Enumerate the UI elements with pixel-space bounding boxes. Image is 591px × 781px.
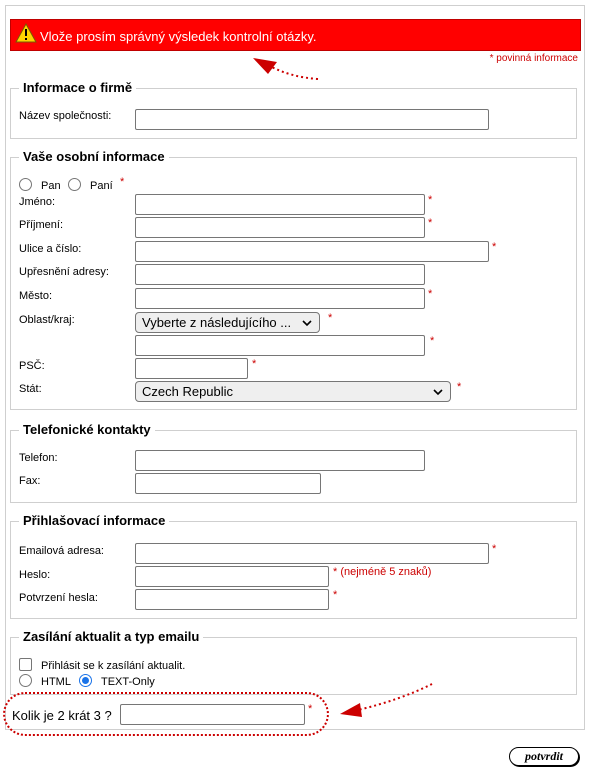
required-note: * povinná informace [489,53,578,64]
fax-input[interactable] [135,473,321,494]
region-other-input[interactable] [135,335,425,356]
subscribe-checkbox[interactable] [19,658,32,671]
confirm-password-required-mark: * [333,589,338,601]
password-input[interactable] [135,566,329,587]
street-required-mark: * [492,241,497,253]
salutation-mr-radio[interactable] [19,178,32,191]
submit-button[interactable]: potvrdit [509,747,579,766]
last-name-input[interactable] [135,217,425,238]
salutation-required-mark: * [120,176,125,188]
first-name-input[interactable] [135,194,425,215]
salutation-mrs-radio[interactable] [68,178,81,191]
confirm-password-input[interactable] [135,589,329,610]
newsletter-legend: Zasílání aktualit a typ emailu [19,629,203,644]
country-select[interactable] [135,381,451,402]
email-label: Emailová adresa: [19,545,104,557]
salutation-mrs-label: Paní [90,180,113,192]
format-html-radio[interactable] [19,674,32,687]
company-name-input[interactable] [135,109,489,130]
confirm-password-label: Potvrzení hesla: [19,592,98,604]
login-legend: Přihlašovací informace [19,513,169,528]
error-message: Vlože prosím správný výsledek kontrolní otázky. [40,29,317,44]
zip-required-mark: * [252,358,257,370]
salutation-mr-label: Pan [41,180,61,192]
first-name-label: Jméno: [19,196,56,208]
address-detail-label: Upřesnění adresy: [19,266,109,278]
captcha-required-mark: * [308,703,313,715]
warning-icon [15,23,37,43]
country-label: Stát: [19,383,42,395]
format-text-label: TEXT-Only [101,676,155,688]
street-label: Ulice a číslo: [19,243,82,255]
first-name-required-mark: * [428,194,433,206]
city-required-mark: * [428,288,433,300]
personal-legend: Vaše osobní informace [19,149,169,164]
last-name-required-mark: * [428,217,433,229]
subscribe-label: Přihlásit se k zasílání aktualit. [41,660,186,672]
city-label: Město: [19,290,53,302]
region-required-mark: * [328,312,333,324]
region-label: Oblast/kraj: [19,314,75,326]
error-banner [10,19,581,51]
phone-legend: Telefonické kontakty [19,422,155,437]
format-html-label: HTML [41,676,71,688]
fax-label: Fax: [19,475,41,487]
region-other-required-mark: * [430,335,435,347]
region-selected-value: Vyberte z následujícího ... [142,315,292,330]
region-select[interactable] [135,312,320,333]
company-name-label: Název společnosti: [19,110,112,122]
street-input[interactable] [135,241,489,262]
phone-input[interactable] [135,450,425,471]
last-name-label: Příjmení: [19,219,64,231]
chevron-down-icon [301,317,313,329]
city-input[interactable] [135,288,425,309]
company-legend: Informace o firmě [19,80,136,95]
email-input[interactable] [135,543,489,564]
zip-input[interactable] [135,358,248,379]
captcha-question: Kolik je 2 krát 3 ? [12,708,112,723]
captcha-input[interactable] [120,704,305,725]
country-selected-value: Czech Republic [142,384,234,399]
chevron-down-icon [432,386,444,398]
zip-label: PSČ: [19,360,45,372]
country-required-mark: * [457,381,462,393]
password-label: Heslo: [19,569,51,581]
format-text-radio[interactable] [79,674,92,687]
phone-label: Telefon: [19,452,58,464]
address-detail-input[interactable] [135,264,425,285]
email-required-mark: * [492,543,497,555]
password-hint: * (nejméně 5 znaků) [333,566,432,578]
